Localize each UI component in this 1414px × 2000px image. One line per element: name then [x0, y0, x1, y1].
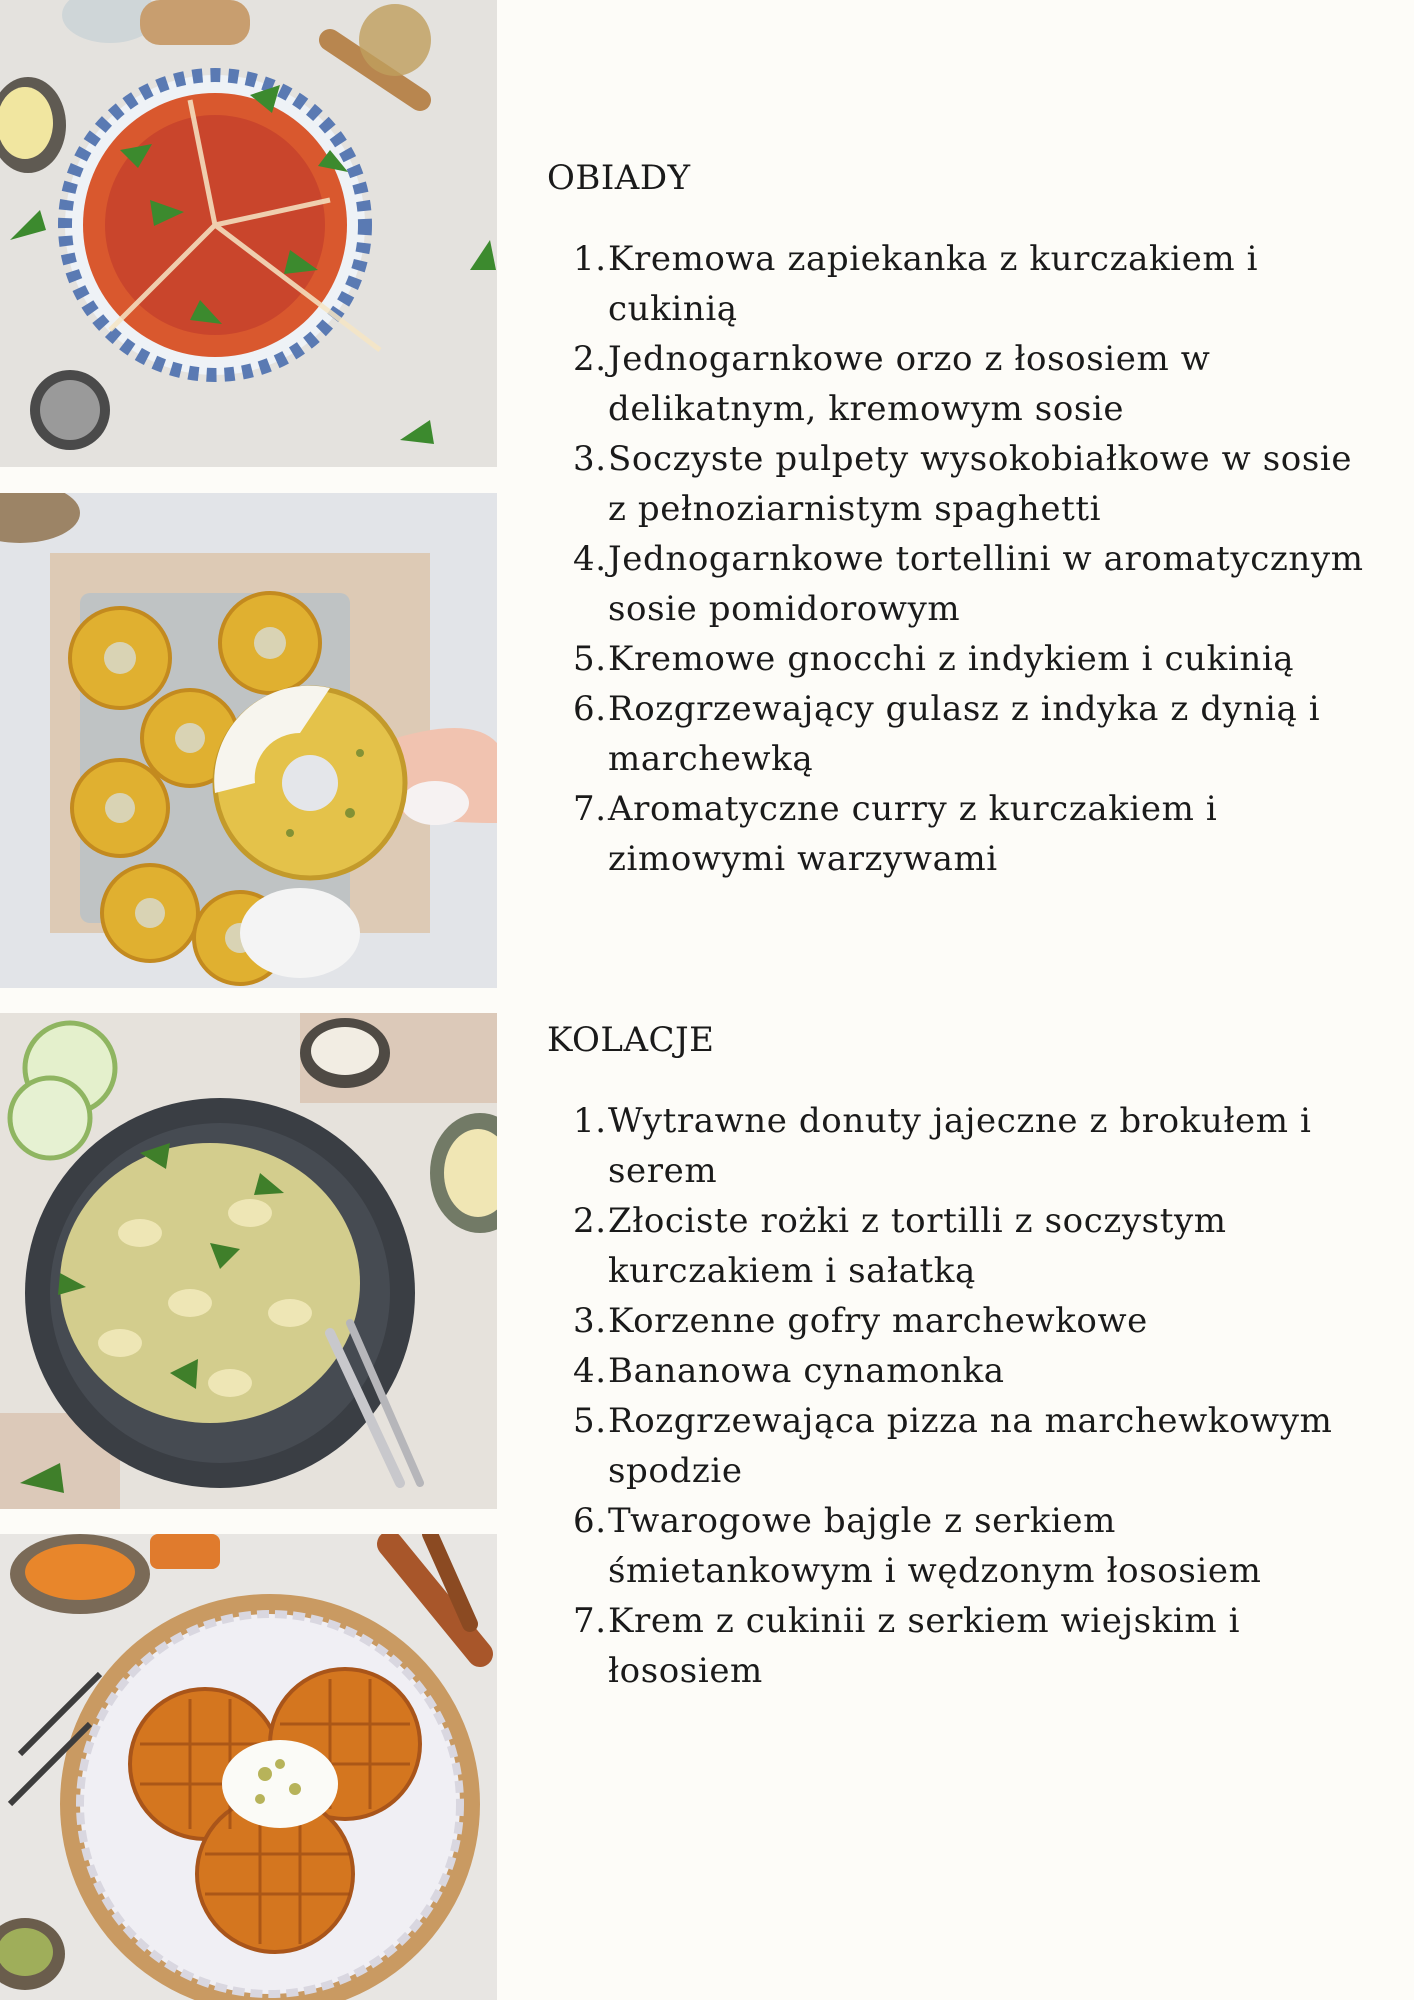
lunch-section — [547, 158, 1377, 884]
item-number: 7. — [573, 1601, 607, 1641]
item-text: Twarogowe bajgle z serkiem śmietankowym i wędzonym łososiem — [608, 1501, 1262, 1591]
photo-waffles — [0, 1534, 497, 2000]
item-number: 2. — [573, 1201, 607, 1241]
dinner-recipe-list — [547, 1096, 1377, 1696]
item-number: 6. — [573, 1501, 607, 1541]
list-item — [547, 1496, 1377, 1596]
list-item — [547, 784, 1377, 884]
item-text: Jednogarnkowe orzo z łososiem w delikatnym, kremowym sosie — [608, 339, 1211, 429]
lunch-recipe-list — [547, 234, 1377, 884]
photo-donuts — [0, 493, 497, 988]
list-item — [547, 1296, 1377, 1346]
item-number: 2. — [573, 339, 607, 379]
item-text: Bananowa cynamonka — [608, 1351, 1005, 1391]
item-text: Krem z cukinii z serkiem wiejskim i łososiem — [608, 1601, 1241, 1691]
photo-pizza — [0, 0, 497, 467]
photo-gnocchi — [0, 1013, 497, 1509]
item-text: Kremowa zapiekanka z kurczakiem i cukinią — [608, 239, 1259, 329]
item-number: 4. — [573, 539, 607, 579]
item-text: Rozgrzewająca pizza na marchewkowym spodzie — [608, 1401, 1333, 1491]
list-item — [547, 1346, 1377, 1396]
item-number: 5. — [573, 1401, 607, 1441]
list-item — [547, 634, 1377, 684]
dinner-section — [547, 1020, 1377, 1696]
list-item — [547, 534, 1377, 634]
item-text: Korzenne gofry marchewkowe — [608, 1301, 1148, 1341]
list-item — [547, 434, 1377, 534]
list-item — [547, 684, 1377, 784]
list-item — [547, 334, 1377, 434]
item-number: 3. — [573, 1301, 607, 1341]
dinner-heading: KOLACJE — [547, 1020, 715, 1060]
item-number: 3. — [573, 439, 607, 479]
list-item — [547, 234, 1377, 334]
list-item — [547, 1396, 1377, 1496]
item-text: Jednogarnkowe tortellini w aromatycznym sosie pomidorowym — [608, 539, 1364, 629]
list-item — [547, 1096, 1377, 1196]
item-number: 5. — [573, 639, 607, 679]
list-item — [547, 1196, 1377, 1296]
list-item — [547, 1596, 1377, 1696]
item-text: Soczyste pulpety wysokobiałkowe w sosie z pełnoziarnistym spaghetti — [608, 439, 1353, 529]
item-number: 1. — [573, 239, 607, 279]
item-number: 7. — [573, 789, 607, 829]
item-text: Rozgrzewający gulasz z indyka z dynią i marchewką — [608, 689, 1321, 779]
lunch-heading: OBIADY — [547, 158, 691, 198]
item-text: Złociste rożki z tortilli z soczystym kurczakiem i sałatką — [608, 1201, 1227, 1291]
item-text: Aromatyczne curry z kurczakiem i zimowymi warzywami — [608, 789, 1218, 879]
item-number: 4. — [573, 1351, 607, 1391]
item-text: Kremowe gnocchi z indykiem i cukinią — [608, 639, 1295, 679]
item-number: 6. — [573, 689, 607, 729]
item-number: 1. — [573, 1101, 607, 1141]
item-text: Wytrawne donuty jajeczne z brokułem i serem — [608, 1101, 1312, 1191]
